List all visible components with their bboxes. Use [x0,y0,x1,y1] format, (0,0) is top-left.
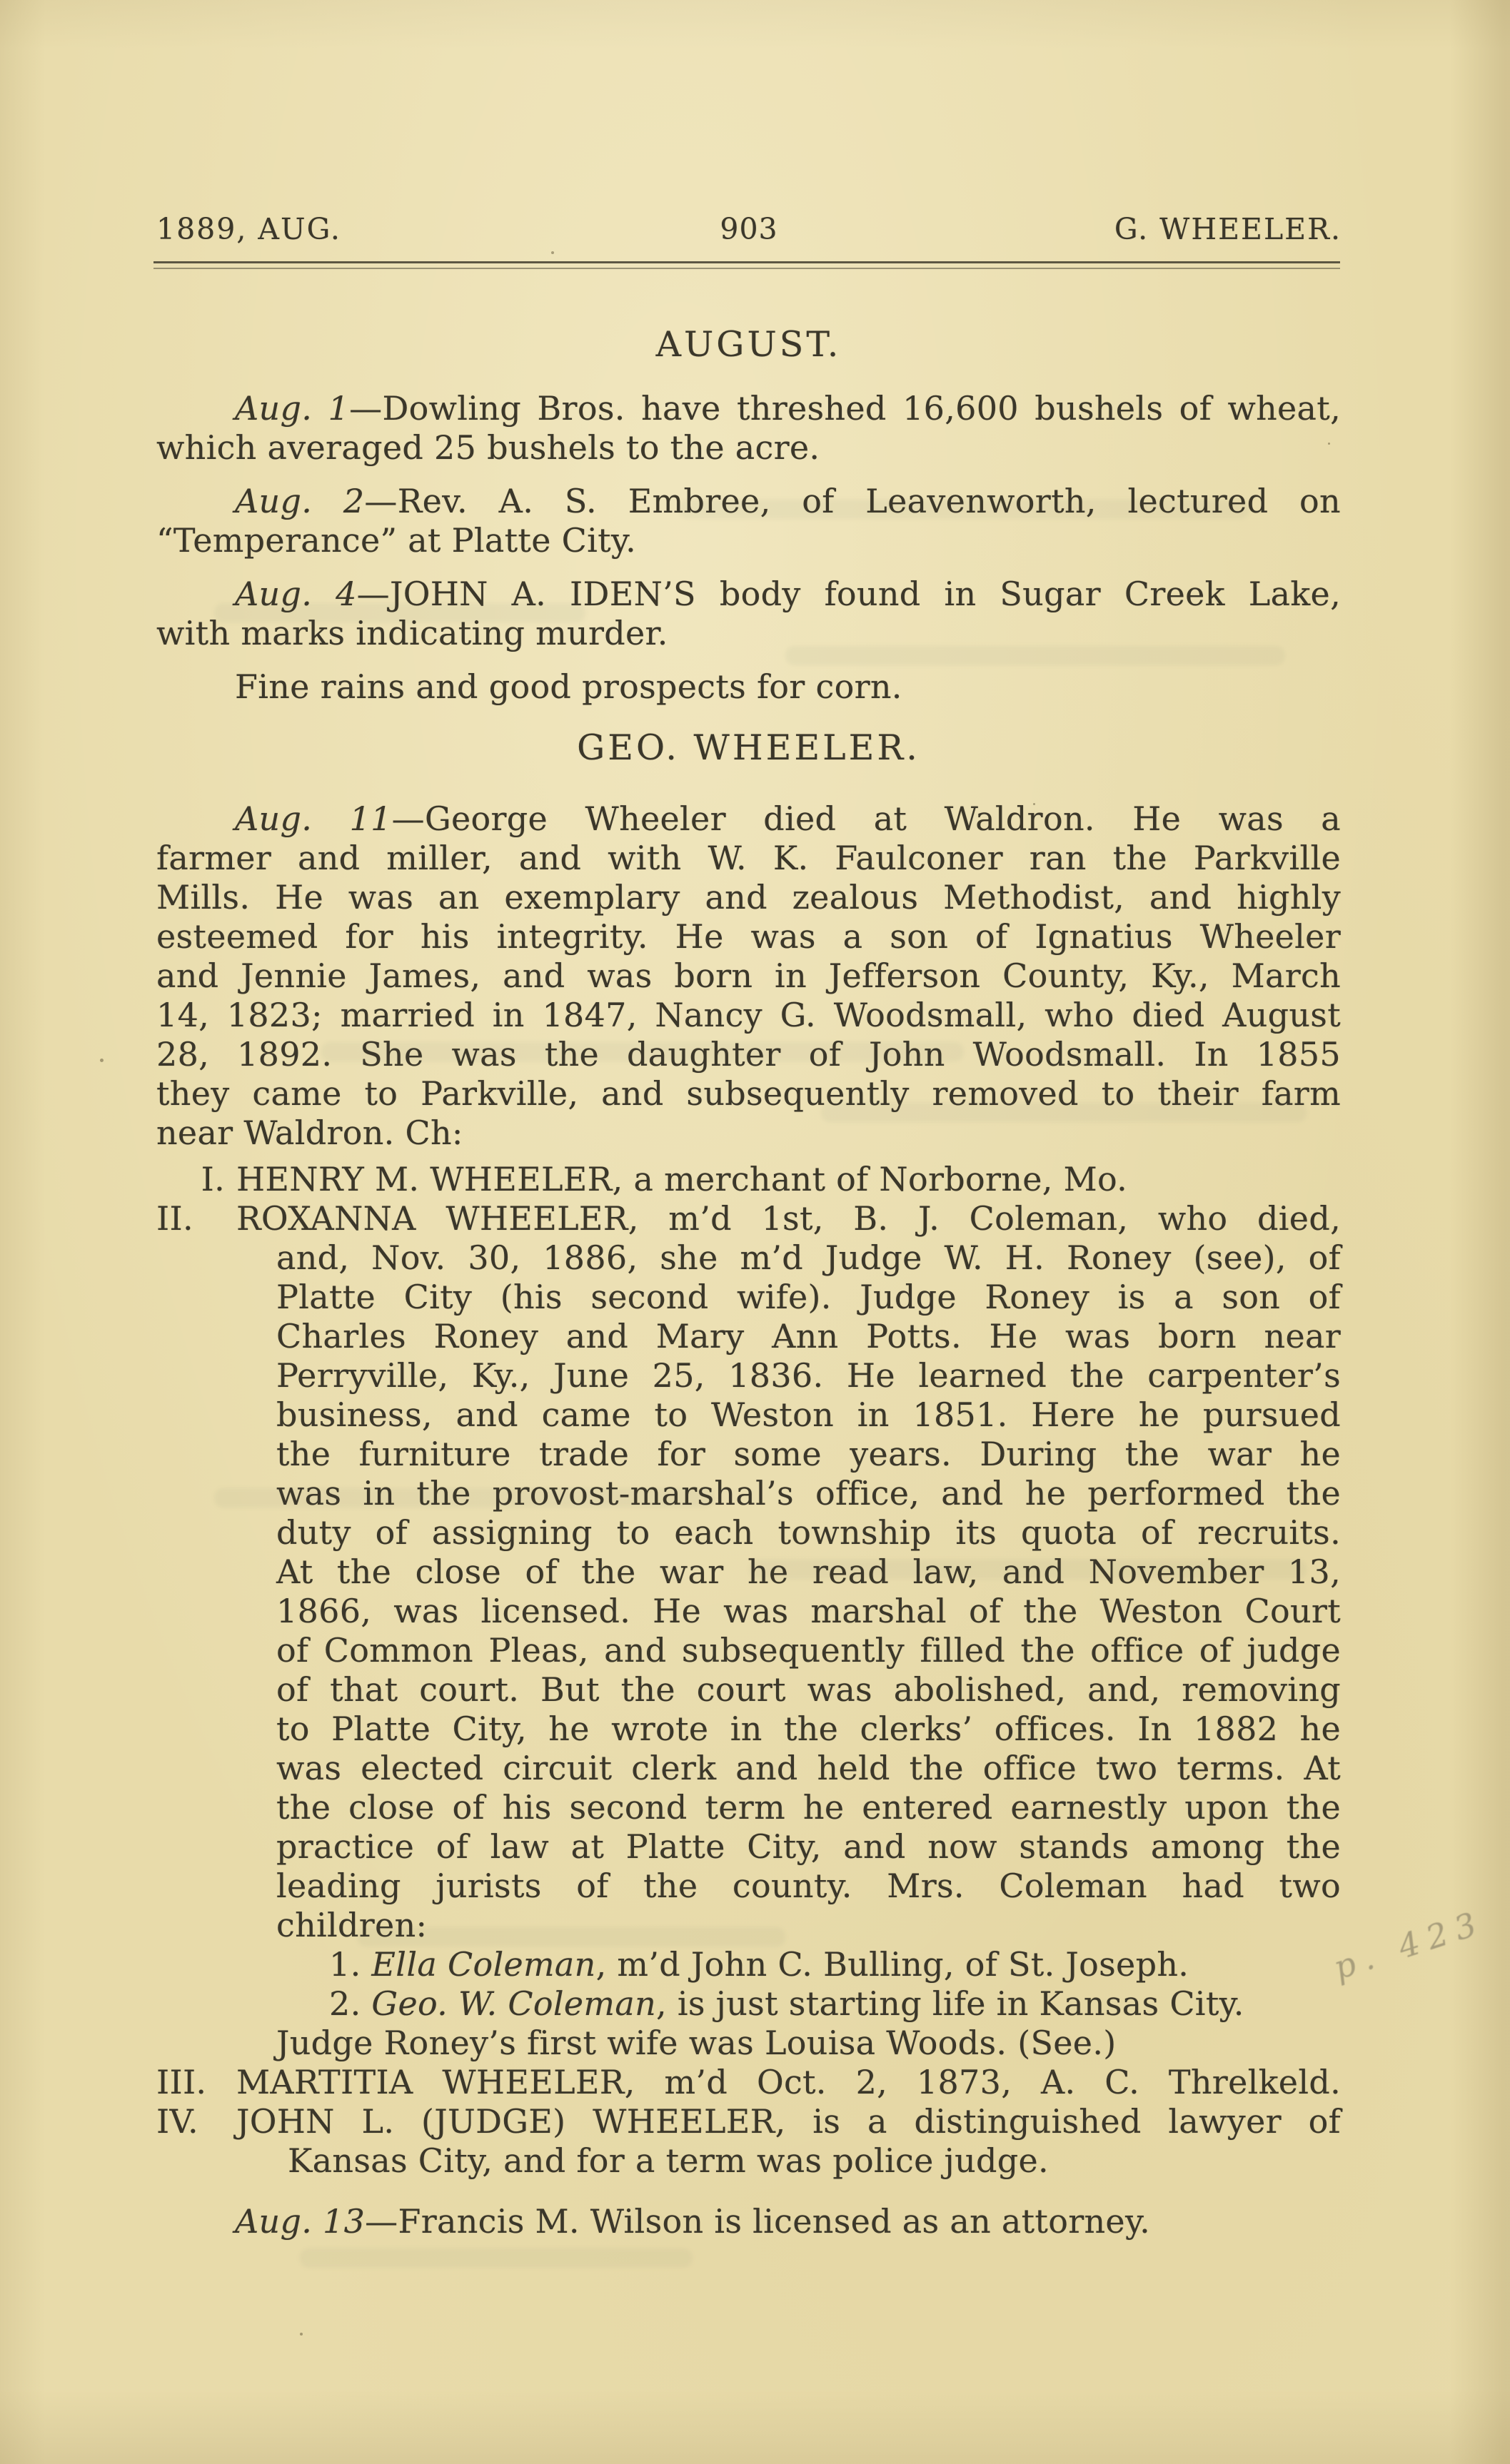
list-numeral: II. [156,1199,193,1238]
text-segment: 1866, was licensed. He was marshal of the Weston Court [276,1592,1341,1630]
text-segment: was in the provost-marshal’s office, and he performed the [276,1474,1341,1513]
text-line [156,667,1341,707]
text-segment: At the close of the war he read law, and November 13, [276,1552,1341,1591]
text-line [156,1199,1341,1238]
page-number: 903 [720,212,778,246]
text-segment: leading jurists of the county. Mrs. Coleman had two [276,1867,1341,1905]
text-line [276,2024,1341,2063]
text-line [156,1074,1341,1114]
text-segment: —George Wheeler died at Waldron. He was a [391,799,1341,838]
text-line [156,917,1341,956]
italic-text-segment: Aug. 2 [235,482,365,520]
list-item-john [156,2102,1341,2181]
text-line [276,1317,1341,1356]
text-line [276,1867,1341,1906]
text-segment: JOHN L. (JUDGE) WHEELER, is a distinguished lawyer of [236,2102,1341,2141]
text-segment: farmer and miller, and with W. K. Faulconer ran the Parkville [156,839,1341,877]
section-heading-geo-wheeler: GEO. WHEELER. [577,727,920,768]
text-segment: of that court. But the court was abolished, and, removing [276,1670,1341,1709]
text-line [276,1788,1341,1827]
text-segment: business, and came to Weston in 1851. Here he pursued [276,1395,1341,1434]
text-line [329,1984,1341,2024]
text-line [276,1356,1341,1395]
text-segment: , is just starting life in Kansas City. [656,1984,1244,2023]
running-header [156,212,1342,246]
coleman-children-list [156,1945,1341,2063]
text-line [156,2202,1341,2241]
header-date: 1889, AUG. [156,212,341,246]
section-heading-august: AUGUST. [655,324,842,365]
paper-speck [300,2333,303,2336]
text-segment: “Temperance” at Platte City. [156,521,637,560]
text-segment: —Rev. A. S. Embree, of Leavenworth, lectured on [364,482,1341,520]
text-segment: children: [276,1906,428,1944]
italic-text-segment: Aug. 13 [235,2202,366,2241]
text-line [276,1906,1341,1945]
text-segment: of Common Pleas, and subsequently filled the office of judge [276,1631,1341,1670]
text-line [276,1827,1341,1867]
text-line [156,996,1341,1035]
text-segment: practice of law at Platte City, and now stands among the [276,1827,1341,1866]
text-segment: the furniture trade for some years. During the war he [276,1435,1341,1473]
text-segment: which averaged 25 bushels to the acre. [156,428,820,467]
text-segment: was elected circuit clerk and held the office two terms. At [276,1749,1341,1787]
italic-text-segment: Geo. W. Coleman [371,1984,656,2023]
header-title: G. WHEELER. [1114,212,1342,246]
text-line [276,1238,1341,1278]
text-line [156,1035,1341,1074]
list-item-martitia [156,2063,1341,2102]
text-segment: —Dowling Bros. have threshed 16,600 bushels of wheat, [349,389,1341,428]
text-line [329,1945,1341,1984]
italic-text-segment: Aug. 1 [235,389,350,428]
text-segment: to Platte City, he wrote in the clerks’ offices. In 1882 he [276,1710,1341,1748]
text-segment: Kansas City, and for a term was police judge. [288,2141,1049,2180]
text-line [276,1395,1341,1435]
text-line [156,521,1341,560]
text-segment: 14, 1823; married in 1847, Nancy G. Woodsmall, who died August [156,996,1341,1034]
text-segment: —Francis M. Wilson is licensed as an attorney. [365,2202,1151,2241]
header-rule [153,261,1340,269]
text-segment: near Waldron. Ch: [156,1114,463,1152]
text-line [156,482,1341,521]
text-line [276,1592,1341,1631]
text-line [156,614,1341,653]
text-line [156,839,1341,878]
list-numeral: I. [201,1160,225,1198]
text-segment: Mills. He was an exemplary and zealous Methodist, and highly [156,878,1341,917]
text-segment: with marks indicating murder. [156,614,668,652]
paragraph-aug-1 [156,389,1341,468]
text-line [156,389,1341,428]
text-line [276,1513,1341,1552]
text-line [156,1114,1341,1153]
paper-speck [551,251,554,254]
paragraph-aug-13 [156,2202,1341,2241]
text-line [276,1749,1341,1788]
text-line [156,428,1341,468]
text-segment: Perryville, Ky., June 25, 1836. He learned the carpenter’s [276,1356,1341,1395]
text-segment: and, Nov. 30, 1886, she m’d Judge W. H. Roney (see), of [276,1238,1341,1277]
text-segment: esteemed for his integrity. He was a son of Ignatius Wheeler [156,917,1341,956]
text-segment: , m’d John C. Bulling, of St. Joseph. [595,1945,1189,1984]
text-segment: 2. [329,1984,372,2023]
text-line [276,1474,1341,1513]
italic-text-segment: Aug. 11 [235,799,392,838]
text-segment: ROXANNA WHEELER, m’d 1st, B. J. Coleman, who died, [236,1199,1341,1238]
paragraph-aug-11 [156,799,1341,1153]
paragraph-aug-4 [156,575,1341,653]
text-line [276,1670,1341,1710]
text-segment: MARTITIA WHEELER, m’d Oct. 2, 1873, A. C. Threlkeld. [236,2063,1341,2101]
list-item-henry [156,1160,1341,1199]
paper-speck [100,1059,104,1062]
text-line [156,956,1341,996]
text-segment: Charles Roney and Mary Ann Potts. He was born near [276,1317,1341,1355]
paragraph-rains [156,667,1341,707]
text-segment: 1. [329,1945,372,1984]
text-block [156,325,1341,2241]
text-line [288,2141,1341,2181]
list-numeral: III. [156,2063,207,2101]
list-item-roxanna [156,1199,1341,1945]
list-numeral: IV. [156,2102,198,2141]
text-line [156,878,1341,917]
text-line [156,575,1341,614]
text-line [276,1710,1341,1749]
text-segment: and Jennie James, and was born in Jefferson County, Ky., March [156,956,1341,995]
text-line [276,1552,1341,1592]
text-segment: 28, 1892. She was the daughter of John Woodsmall. In 1855 [156,1035,1341,1074]
text-line [156,1160,1341,1199]
text-line [276,1278,1341,1317]
text-line [156,2063,1341,2102]
text-line [276,1631,1341,1670]
text-segment: Judge Roney’s first wife was Louisa Woods. (See.) [276,2024,1117,2062]
text-segment: the close of his second term he entered earnestly upon the [276,1788,1341,1827]
text-segment: they came to Parkville, and subsequently removed to their farm [156,1074,1341,1113]
text-segment: HENRY M. WHEELER, a merchant of Norborne, Mo. [236,1160,1128,1198]
text-segment: Fine rains and good prospects for corn. [235,667,902,706]
italic-text-segment: Aug. 4 [235,575,357,613]
text-line [276,1435,1341,1474]
text-segment: —JOHN A. IDEN’S body found in Sugar Creek Lake, [356,575,1341,613]
italic-text-segment: Ella Coleman [371,1945,596,1984]
text-line [156,2102,1341,2141]
text-line [156,799,1341,839]
pencil-annotation: p. 423 [1329,1902,1489,1987]
text-segment: Platte City (his second wife). Judge Roney is a son of [276,1278,1341,1316]
text-segment: duty of assigning to each township its quota of recruits. [276,1513,1341,1552]
paragraph-aug-2 [156,482,1341,560]
page-ghosting [300,2248,693,2268]
